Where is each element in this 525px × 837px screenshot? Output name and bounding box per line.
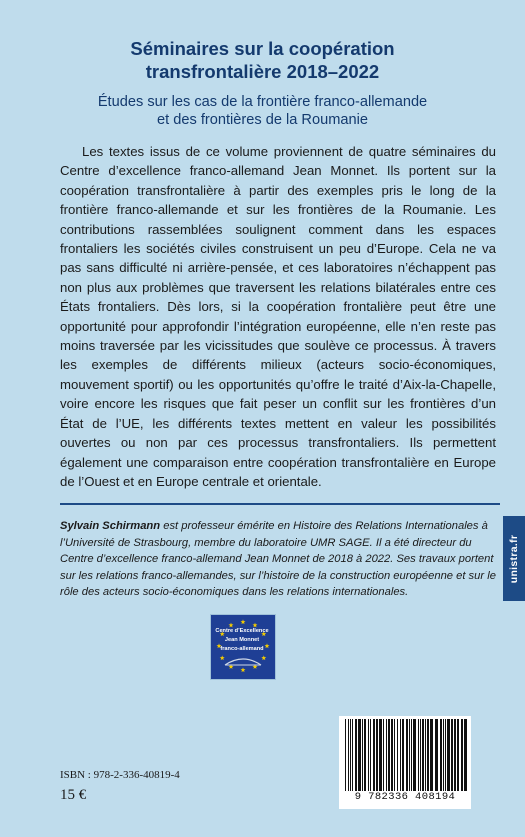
barcode-bar: [376, 719, 378, 791]
barcode-bar: [451, 719, 453, 791]
book-title-line1: Séminaires sur la coopération: [130, 38, 395, 59]
barcode-bar: [355, 719, 357, 791]
author-name: Sylvain Schirmann: [60, 520, 161, 532]
barcode-bar: [447, 719, 450, 791]
barcode-bar: [358, 719, 361, 791]
barcode-bar: [409, 719, 410, 791]
barcode-bar: [420, 719, 421, 791]
barcode-bar: [413, 719, 416, 791]
barcode-bar: [402, 719, 404, 791]
barcode-bar: [350, 719, 351, 799]
barcode-bars: [345, 719, 467, 799]
book-title-line2: transfrontalière 2018–2022: [145, 61, 380, 82]
book-subtitle: [0, 93, 525, 129]
logo-text-line3: franco-allemand: [220, 646, 264, 652]
barcode-bar: [388, 719, 390, 791]
barcode-bar: [425, 719, 426, 791]
logo-text-line1: Centre d’Excellence: [215, 628, 269, 634]
publisher-tab-label: unistra.fr: [508, 534, 520, 583]
barcode-number: 9 782336 408194: [341, 791, 469, 803]
barcode-bar: [379, 719, 382, 791]
barcode-bar: [454, 719, 456, 791]
barcode-bar: [364, 719, 366, 791]
barcode-bar: [440, 719, 442, 791]
barcode-bar: [370, 719, 371, 791]
barcode-bar: [348, 719, 349, 799]
barcode-bar: [464, 719, 467, 791]
barcode-bar: [445, 719, 446, 791]
barcode-bar: [373, 719, 375, 791]
author-bio-text: est professeur émérite en Histoire des Relations Internationales à l’Université de Strasbourg, membre du laboratoire UMR SAGE. Il a été directeur du Centre d’excellence franco-allemand Jean Monnet de 2018 à 2022. Ses travaux portent sur les relations franco-allemandes, sur l’histoire de la construction européenne et sur le rôle des acteurs socio-économiques dans les relations internationales.: [60, 520, 496, 598]
barcode-bar: [352, 719, 353, 791]
barcode-bar: [345, 719, 346, 799]
barcode-bar: [400, 719, 401, 791]
barcode-bar: [391, 719, 393, 791]
author-bio: [60, 518, 500, 601]
barcode-bar: [461, 719, 463, 791]
barcode-bar: [386, 719, 387, 791]
barcode-bar: [430, 719, 433, 791]
barcode-bar: [443, 719, 444, 791]
barcode-bar: [368, 719, 369, 791]
barcode-bar: [394, 719, 395, 791]
barcode-bar: [422, 719, 424, 791]
barcode-bar: [457, 719, 459, 791]
summary-paragraph: Les textes issus de ce volume proviennent de quatre séminaires du Centre d’excellence franco-allemand Jean Monnet. Ils portent sur la coopération transfrontalière à partir des exemples pris le long de la frontière franco-allemande et sur les frontières de la Roumanie. Les contributions rassemblées soulignent comment dans les espaces frontaliers les sociétés civiles construisent un peu d’Europe. Cela ne va pas sans difficulté ni arrière-pensée, et ces laboratoires n’échappent pas non plus aux problèmes que traversent les relations bilatérales entre ces États frontaliers. Dès lors, si la coopération frontalière peut être une opportunité pour approfondir l’intégration européenne, elle n’en reste pas moins traversée par les vicissitudes que soulève ce processus. À travers les exemples de différents milieux (acteurs socio-économiques, mouvement sportif) ou les opportunités qu’offre le traité d’Aix-la-Chapelle, voire encore les risques que fait peser un conflit sur les frontières d’un État de l’UE, les différents textes mettent en valeur les possibilités ouvertes ou non par ces processus transfrontaliers. Ils permettent également une comparaison entre coopération transfrontalière en Europe de l’Ouest et en Europe centrale et orientale.: [60, 144, 496, 489]
price-label: 15 €: [60, 787, 87, 803]
book-subtitle-line2: et des frontières de la Roumanie: [157, 112, 368, 128]
barcode-bar: [418, 719, 419, 791]
barcode-bar: [383, 719, 384, 791]
barcode-bar: [411, 719, 412, 791]
book-subtitle-line1: Études sur les cas de la frontière franco-allemande: [97, 94, 428, 110]
publisher-tab: [503, 516, 525, 601]
barcode-bar: [397, 719, 398, 791]
logo-text-line2: Jean Monnet: [224, 637, 260, 643]
book-title: [0, 37, 525, 83]
barcode-bar: [406, 719, 408, 791]
barcode-bar: [427, 719, 429, 791]
barcode-bar: [435, 719, 438, 791]
barcode-bar: [362, 719, 363, 791]
section-divider: [60, 503, 500, 505]
isbn-label: ISBN : 978-2-336-40819-4: [60, 769, 180, 781]
